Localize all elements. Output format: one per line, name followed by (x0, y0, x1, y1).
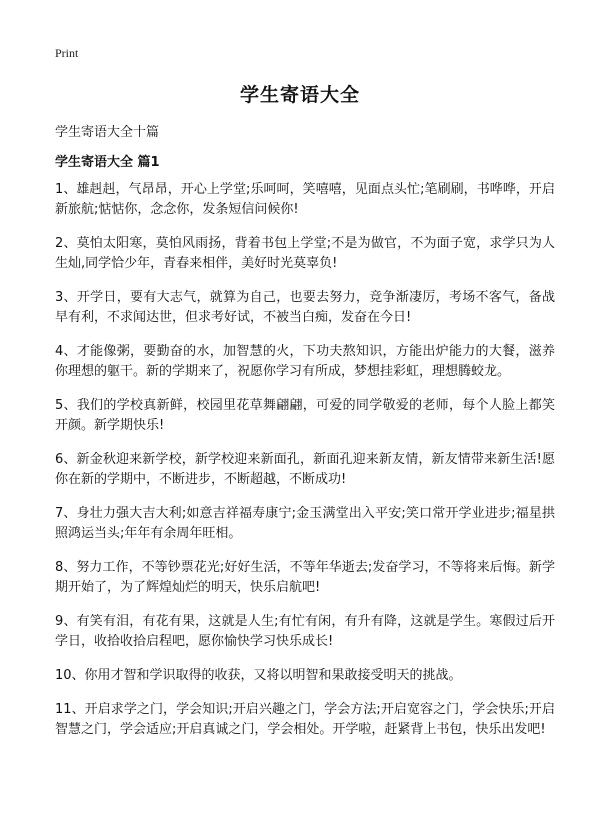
section-heading: 学生寄语大全 篇1 (55, 155, 160, 170)
list-item: 2、莫怕太阳寒，莫怕风雨扬，背着书包上学堂;不是为做官，不为面子宽，求学只为人生灿,同学恰少年，青春来相伴，美好时光莫辜负! (55, 236, 555, 271)
entry-list (55, 180, 555, 754)
list-item: 11、开启求学之门，学会知识;开启兴趣之门，学会方法;开启宽容之门，学会快乐;开启智慧之门，学会适应;开启真诚之门，学会相处。开学啦，赶紧背上书包，快乐出发吧! (55, 702, 555, 737)
print-link[interactable]: Print (55, 46, 79, 60)
list-item: 7、身壮力强大吉大利;如意吉祥福寿康宁;金玉满堂出入平安;笑口常开学业进步;福星拱照鸿运当头;年年有余周年旺相。 (55, 506, 555, 541)
page-title: 学生寄语大全 (239, 84, 360, 106)
list-item: 10、你用才智和学识取得的收获，又将以明智和果敢接受明天的挑战。 (55, 668, 462, 683)
list-item: 5、我们的学校真新鲜，校园里花草舞翩翩，可爱的同学敬爱的老师，每个人脸上都笑开颜。新学期快乐! (55, 398, 555, 433)
document-subtitle: 学生寄语大全十篇 (55, 125, 160, 140)
list-item: 6、新金秋迎来新学校，新学校迎来新面孔，新面孔迎来新友情，新友情带来新生活!愿你在新的学期中，不断进步，不断超越，不断成功! (55, 452, 555, 487)
list-item: 3、开学日，要有大志气，就算为自己，也要去努力，竞争渐凄厉，考场不客气，备战早有利，不求闻达世，但求考好试，不被当白痴，发奋在今日! (55, 290, 555, 325)
list-item: 4、才能像粥，要勤奋的水，加智慧的火，下功夫熬知识，方能出炉能力的大餐，滋养你理想的躯干。新的学期来了，祝愿你学习有所成，梦想挂彩虹，理想腾蛟龙。 (55, 344, 555, 379)
list-item: 8、努力工作，不等钞票花光;好好生活，不等年华逝去;发奋学习，不等将来后悔。新学期开始了，为了辉煌灿烂的明天，快乐启航吧! (55, 560, 555, 595)
list-item: 9、有笑有泪，有花有果，这就是人生;有忙有闲，有升有降，这就是学生。寒假过后开学日，收拾收拾启程吧，愿你愉快学习快乐成长! (55, 614, 555, 649)
list-item: 1、雄赳赳，气昂昂，开心上学堂;乐呵呵，笑嘻嘻，见面点头忙;笔刷刷，书哗哗，开启新旅航;惦惦你，念念你，发条短信问候你! (55, 182, 555, 217)
